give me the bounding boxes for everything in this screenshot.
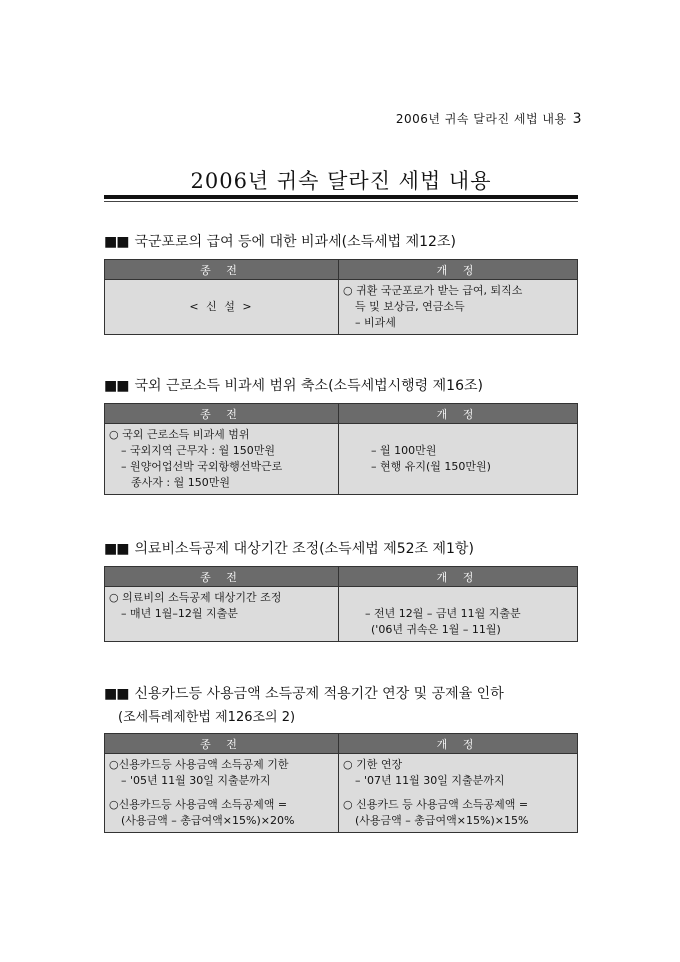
header-text: 2006년 귀속 달라진 세법 내용	[395, 112, 567, 126]
after-cell: ○ 기한 연장 – '07년 11월 30일 지출분까지 ○ 신용카드 등 사용금액 소득공제액 = (사용금액 – 총급여액×15%)×15%	[339, 754, 578, 833]
column-after: 개 정	[339, 567, 578, 587]
section-heading: ■■ 신용카드등 사용금액 소득공제 적용기간 연장 및 공제율 인하	[104, 686, 504, 702]
page-number: 3	[572, 111, 582, 127]
title-rule	[104, 195, 578, 199]
section-pow-tax-exemption	[104, 231, 578, 335]
comparison-table	[104, 566, 578, 642]
before-cell: ○ 의료비의 소득공제 대상기간 조정 – 매년 1월–12월 지출분	[105, 587, 339, 642]
column-after: 개 정	[339, 734, 578, 754]
after-cell: ○ 귀환 국군포로가 받는 급여, 퇴직소 득 및 보상금, 연금소득 – 비과세	[339, 280, 578, 335]
after-cell: – 전년 12월 – 금년 11월 지출분 ('06년 귀속은 1월 – 11월)	[339, 587, 578, 642]
column-after: 개 정	[339, 404, 578, 424]
section-heading: ■■ 국군포로의 급여 등에 대한 비과세(소득세법 제12조)	[104, 234, 456, 250]
column-before: 종 전	[105, 404, 339, 424]
before-cell: ○신용카드등 사용금액 소득공제 기한 – '05년 11월 30일 지출분까지 ○신용카드등 사용금액 소득공제액 = (사용금액 – 총급여액×15%)×20%	[105, 754, 339, 833]
comparison-table	[104, 259, 578, 335]
title-rule-thin	[104, 201, 578, 202]
before-cell: ○ 국외 근로소득 비과세 범위 – 국외지역 근무자 : 월 150만원 – 원양어업선박 국외항행선박근로 종사자 : 월 150만원	[105, 424, 339, 495]
column-after: 개 정	[339, 260, 578, 280]
section-credit-card-deduction	[104, 683, 578, 833]
page-title: 2006년 귀속 달라진 세법 내용	[190, 169, 492, 193]
section-heading: ■■ 의료비소득공제 대상기간 조정(소득세법 제52조 제1항)	[104, 541, 474, 557]
page-header	[396, 110, 582, 127]
comparison-table	[104, 403, 578, 495]
column-before: 종 전	[105, 567, 339, 587]
after-cell: – 월 100만원 – 현행 유지(월 150만원)	[339, 424, 578, 495]
section-foreign-income	[104, 375, 578, 495]
column-before: 종 전	[105, 734, 339, 754]
section-medical-deduction	[104, 538, 578, 642]
section-heading: ■■ 국외 근로소득 비과세 범위 축소(소득세법시행령 제16조)	[104, 378, 483, 394]
comparison-table	[104, 733, 578, 833]
before-cell: < 신 설 >	[105, 280, 339, 335]
section-subheading: (조세특례제한법 제126조의 2)	[118, 710, 296, 725]
column-before: 종 전	[105, 260, 339, 280]
